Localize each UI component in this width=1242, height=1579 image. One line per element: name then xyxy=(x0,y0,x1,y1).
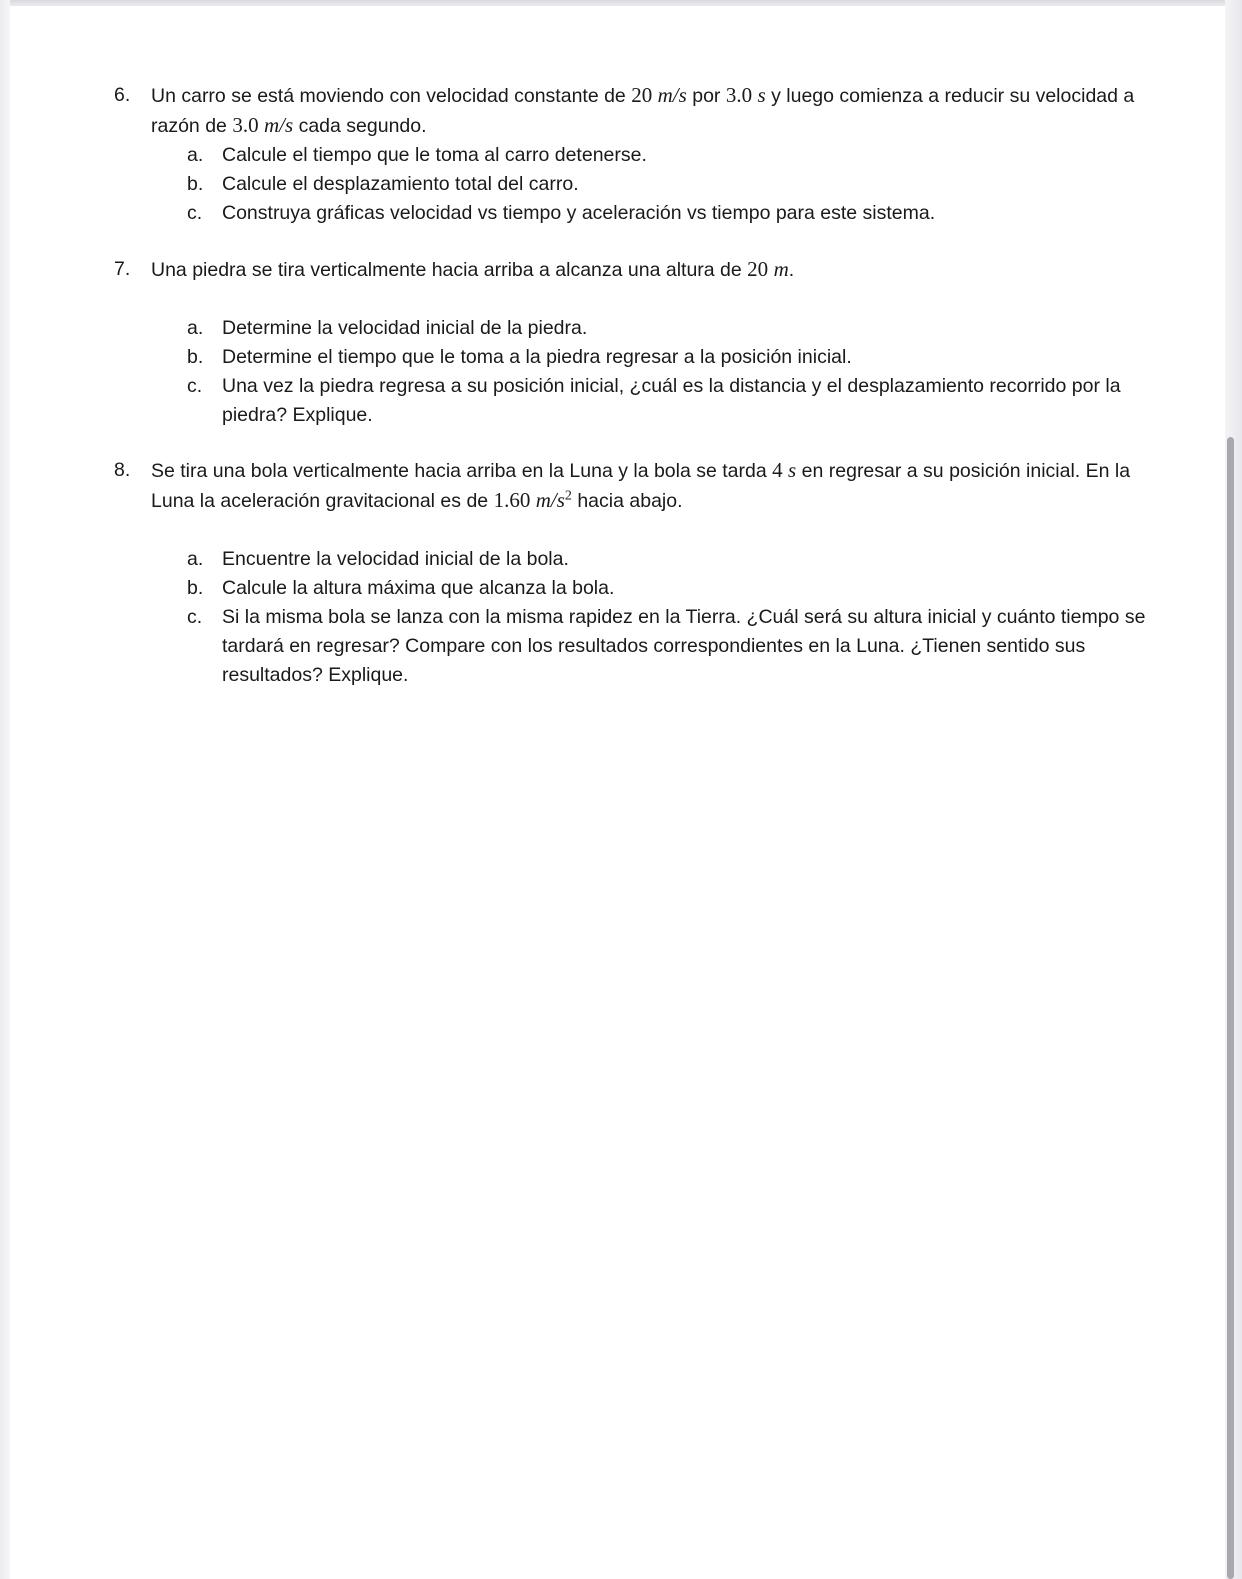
sub-question-list xyxy=(114,545,1174,690)
scrollbar-thumb[interactable] xyxy=(1227,437,1234,1579)
sub-question-label: b. xyxy=(187,346,204,368)
sub-question-text: Si la misma bola se lanza con la misma rapidez en la Tierra. ¿Cuál será su altura inicial y cuánto tiempo se tardará en regresar? Compare con los resultados correspondientes en la Luna. ¿Tienen sentido sus resultados? Explique. xyxy=(222,606,1146,686)
sub-question xyxy=(187,372,1147,430)
window-left-edge xyxy=(0,0,10,1579)
sub-question xyxy=(187,199,1147,228)
sub-question-text: Calcule el desplazamiento total del carro. xyxy=(222,173,579,195)
question-text: Se tira una bola verticalmente hacia arriba en la Luna y la bola se tarda 4 s en regresar a su posición inicial. En la Luna la aceleración gravitacional es de 1.60 $m/s^2$ hacia abajo. xyxy=(151,458,1131,512)
question-6 xyxy=(114,81,1174,228)
question-7 xyxy=(114,255,1174,430)
sub-question-list xyxy=(114,314,1174,430)
vertical-scrollbar[interactable] xyxy=(1225,0,1236,1579)
sub-question-label: a. xyxy=(187,317,204,339)
sub-question-list xyxy=(114,141,1174,228)
question-text: Un carro se está moviendo con velocidad constante de 20 m/s por 3.0 s y luego comienza a reducir su velocidad a razón de 3.0 m/s cada segundo. xyxy=(151,83,1135,137)
sub-question xyxy=(187,603,1147,690)
sub-question-label: c. xyxy=(187,606,203,628)
sub-question xyxy=(187,574,1147,603)
question-number: 8. xyxy=(114,459,131,481)
sub-question-label: c. xyxy=(187,202,203,224)
sub-question xyxy=(187,170,1147,199)
question-text: Una piedra se tira verticalmente hacia arriba a alcanza una altura de 20 m. xyxy=(151,257,795,281)
sub-question-label: b. xyxy=(187,577,204,599)
sub-question xyxy=(187,343,1147,372)
sub-question-text: Determine el tiempo que le toma a la piedra regresar a la posición inicial. xyxy=(222,346,852,368)
question-number: 6. xyxy=(114,84,131,106)
sub-question xyxy=(187,141,1147,170)
sub-question-text: Determine la velocidad inicial de la piedra. xyxy=(222,317,588,339)
sub-question-label: c. xyxy=(187,375,203,397)
sub-question-text: Construya gráficas velocidad vs tiempo y aceleración vs tiempo para este sistema. xyxy=(222,202,936,224)
sub-question-label: b. xyxy=(187,173,204,195)
sub-question xyxy=(187,314,1147,343)
question-number: 7. xyxy=(114,258,131,280)
sub-question-text: Una vez la piedra regresa a su posición inicial, ¿cuál es la distancia y el desplazamiento recorrido por la piedra? Explique. xyxy=(222,375,1121,426)
sub-question-label: a. xyxy=(187,548,204,570)
sub-question-text: Calcule la altura máxima que alcanza la bola. xyxy=(222,577,615,599)
sub-question xyxy=(187,545,1147,574)
document-page xyxy=(10,6,1225,1579)
question-8 xyxy=(114,456,1174,690)
sub-question-text: Encuentre la velocidad inicial de la bola. xyxy=(222,548,569,570)
sub-question-label: a. xyxy=(187,144,204,166)
sub-question-text: Calcule el tiempo que le toma al carro detenerse. xyxy=(222,144,647,166)
